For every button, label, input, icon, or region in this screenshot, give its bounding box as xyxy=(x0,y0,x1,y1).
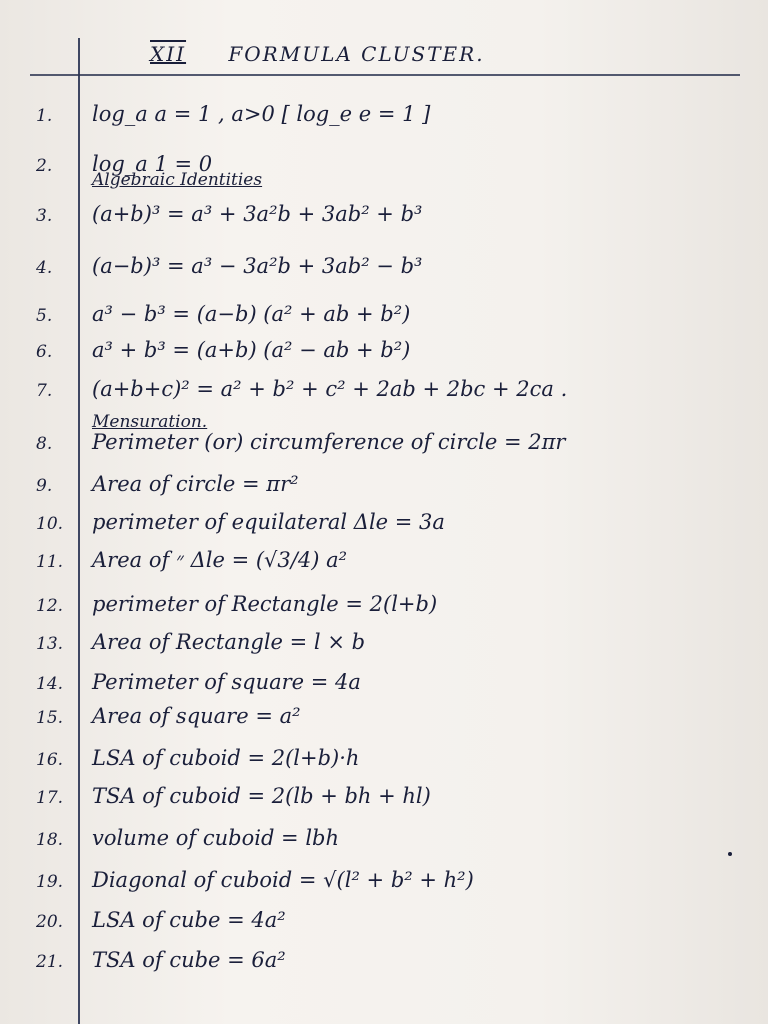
formula-text: (a+b+c)² = a² + b² + c² + 2ab + 2bc + 2ca . xyxy=(92,377,568,401)
formula-number: 8. xyxy=(36,434,53,454)
formula-row xyxy=(0,300,768,334)
formula-text: a³ + b³ = (a+b) (a² − ab + b²) xyxy=(92,338,411,362)
formula-text: Diagonal of cuboid = √(l² + b² + h²) xyxy=(92,868,474,892)
formula-row xyxy=(0,336,768,370)
formula-number: 5. xyxy=(36,306,53,326)
formula-number: 18. xyxy=(36,830,64,850)
formula-number: 9. xyxy=(36,476,53,496)
formula-row xyxy=(0,782,768,816)
formula-number: 1. xyxy=(36,106,53,126)
title-text: FORMULA CLUSTER. xyxy=(228,42,485,66)
formula-row xyxy=(0,470,768,504)
formula-number: 19. xyxy=(36,872,64,892)
formula-number: 6. xyxy=(36,342,53,362)
formula-text: (a−b)³ = a³ − 3a²b + 3ab² − b³ xyxy=(92,254,423,278)
formula-row xyxy=(0,252,768,286)
formula-text: TSA of cube = 6a² xyxy=(92,948,286,972)
formula-row xyxy=(0,946,768,980)
formula-row xyxy=(0,100,768,134)
formula-row xyxy=(0,508,768,542)
title-class: XII xyxy=(150,42,187,66)
formula-row xyxy=(0,428,768,462)
formula-number: 3. xyxy=(36,206,53,226)
formula-number: 2. xyxy=(36,156,53,176)
formula-row xyxy=(0,546,768,580)
formula-text: Area of circle = πr² xyxy=(92,472,299,496)
formula-number: 12. xyxy=(36,596,64,616)
formula-row xyxy=(0,906,768,940)
formula-text: perimeter of Rectangle = 2(l+b) xyxy=(92,592,438,616)
page-title xyxy=(150,42,550,72)
formula-text: TSA of cuboid = 2(lb + bh + hl) xyxy=(92,784,431,808)
formula-text: volume of cuboid = lbh xyxy=(92,826,340,850)
formula-number: 20. xyxy=(36,912,64,932)
formula-row xyxy=(0,150,768,184)
formula-row xyxy=(0,744,768,778)
formula-number: 11. xyxy=(36,552,64,572)
ink-dot xyxy=(728,852,732,856)
formula-number: 16. xyxy=(36,750,64,770)
formula-text: (a+b)³ = a³ + 3a²b + 3ab² + b³ xyxy=(92,202,423,226)
formula-row xyxy=(0,200,768,234)
formula-number: 21. xyxy=(36,952,64,972)
formula-text: LSA of cuboid = 2(l+b)·h xyxy=(92,746,360,770)
formula-row xyxy=(0,866,768,900)
formula-text: perimeter of equilateral Δle = 3a xyxy=(92,510,445,534)
formula-text: Area of ״ Δle = (√3/4) a² xyxy=(92,548,348,572)
formula-number: 13. xyxy=(36,634,64,654)
title-rule xyxy=(30,74,740,76)
formula-row xyxy=(0,590,768,624)
heading-mensuration: Mensuration. xyxy=(92,412,208,432)
formula-row xyxy=(0,375,768,409)
formula-row xyxy=(0,628,768,662)
formula-row xyxy=(0,824,768,858)
formula-text: a³ − b³ = (a−b) (a² + ab + b²) xyxy=(92,302,411,326)
formula-row xyxy=(0,668,768,702)
formula-number: 4. xyxy=(36,258,53,278)
formula-text: Area of square = a² xyxy=(92,704,301,728)
formula-number: 10. xyxy=(36,514,64,534)
formula-text: Perimeter (or) circumference of circle = 2πr xyxy=(92,430,566,454)
formula-number: 17. xyxy=(36,788,64,808)
formula-number: 7. xyxy=(36,381,53,401)
heading-algebraic-identities: Algebraic Identities xyxy=(92,170,263,190)
formula-text: Perimeter of square = 4a xyxy=(92,670,361,694)
formula-text: Area of Rectangle = l × b xyxy=(92,630,366,654)
formula-number: 14. xyxy=(36,674,64,694)
formula-number: 15. xyxy=(36,708,64,728)
formula-text: log_a a = 1 , a>0 [ log_e e = 1 ] xyxy=(92,102,431,126)
formula-row xyxy=(0,702,768,736)
formula-text: log_a 1 = 0 xyxy=(92,152,213,176)
formula-text: LSA of cube = 4a² xyxy=(92,908,286,932)
